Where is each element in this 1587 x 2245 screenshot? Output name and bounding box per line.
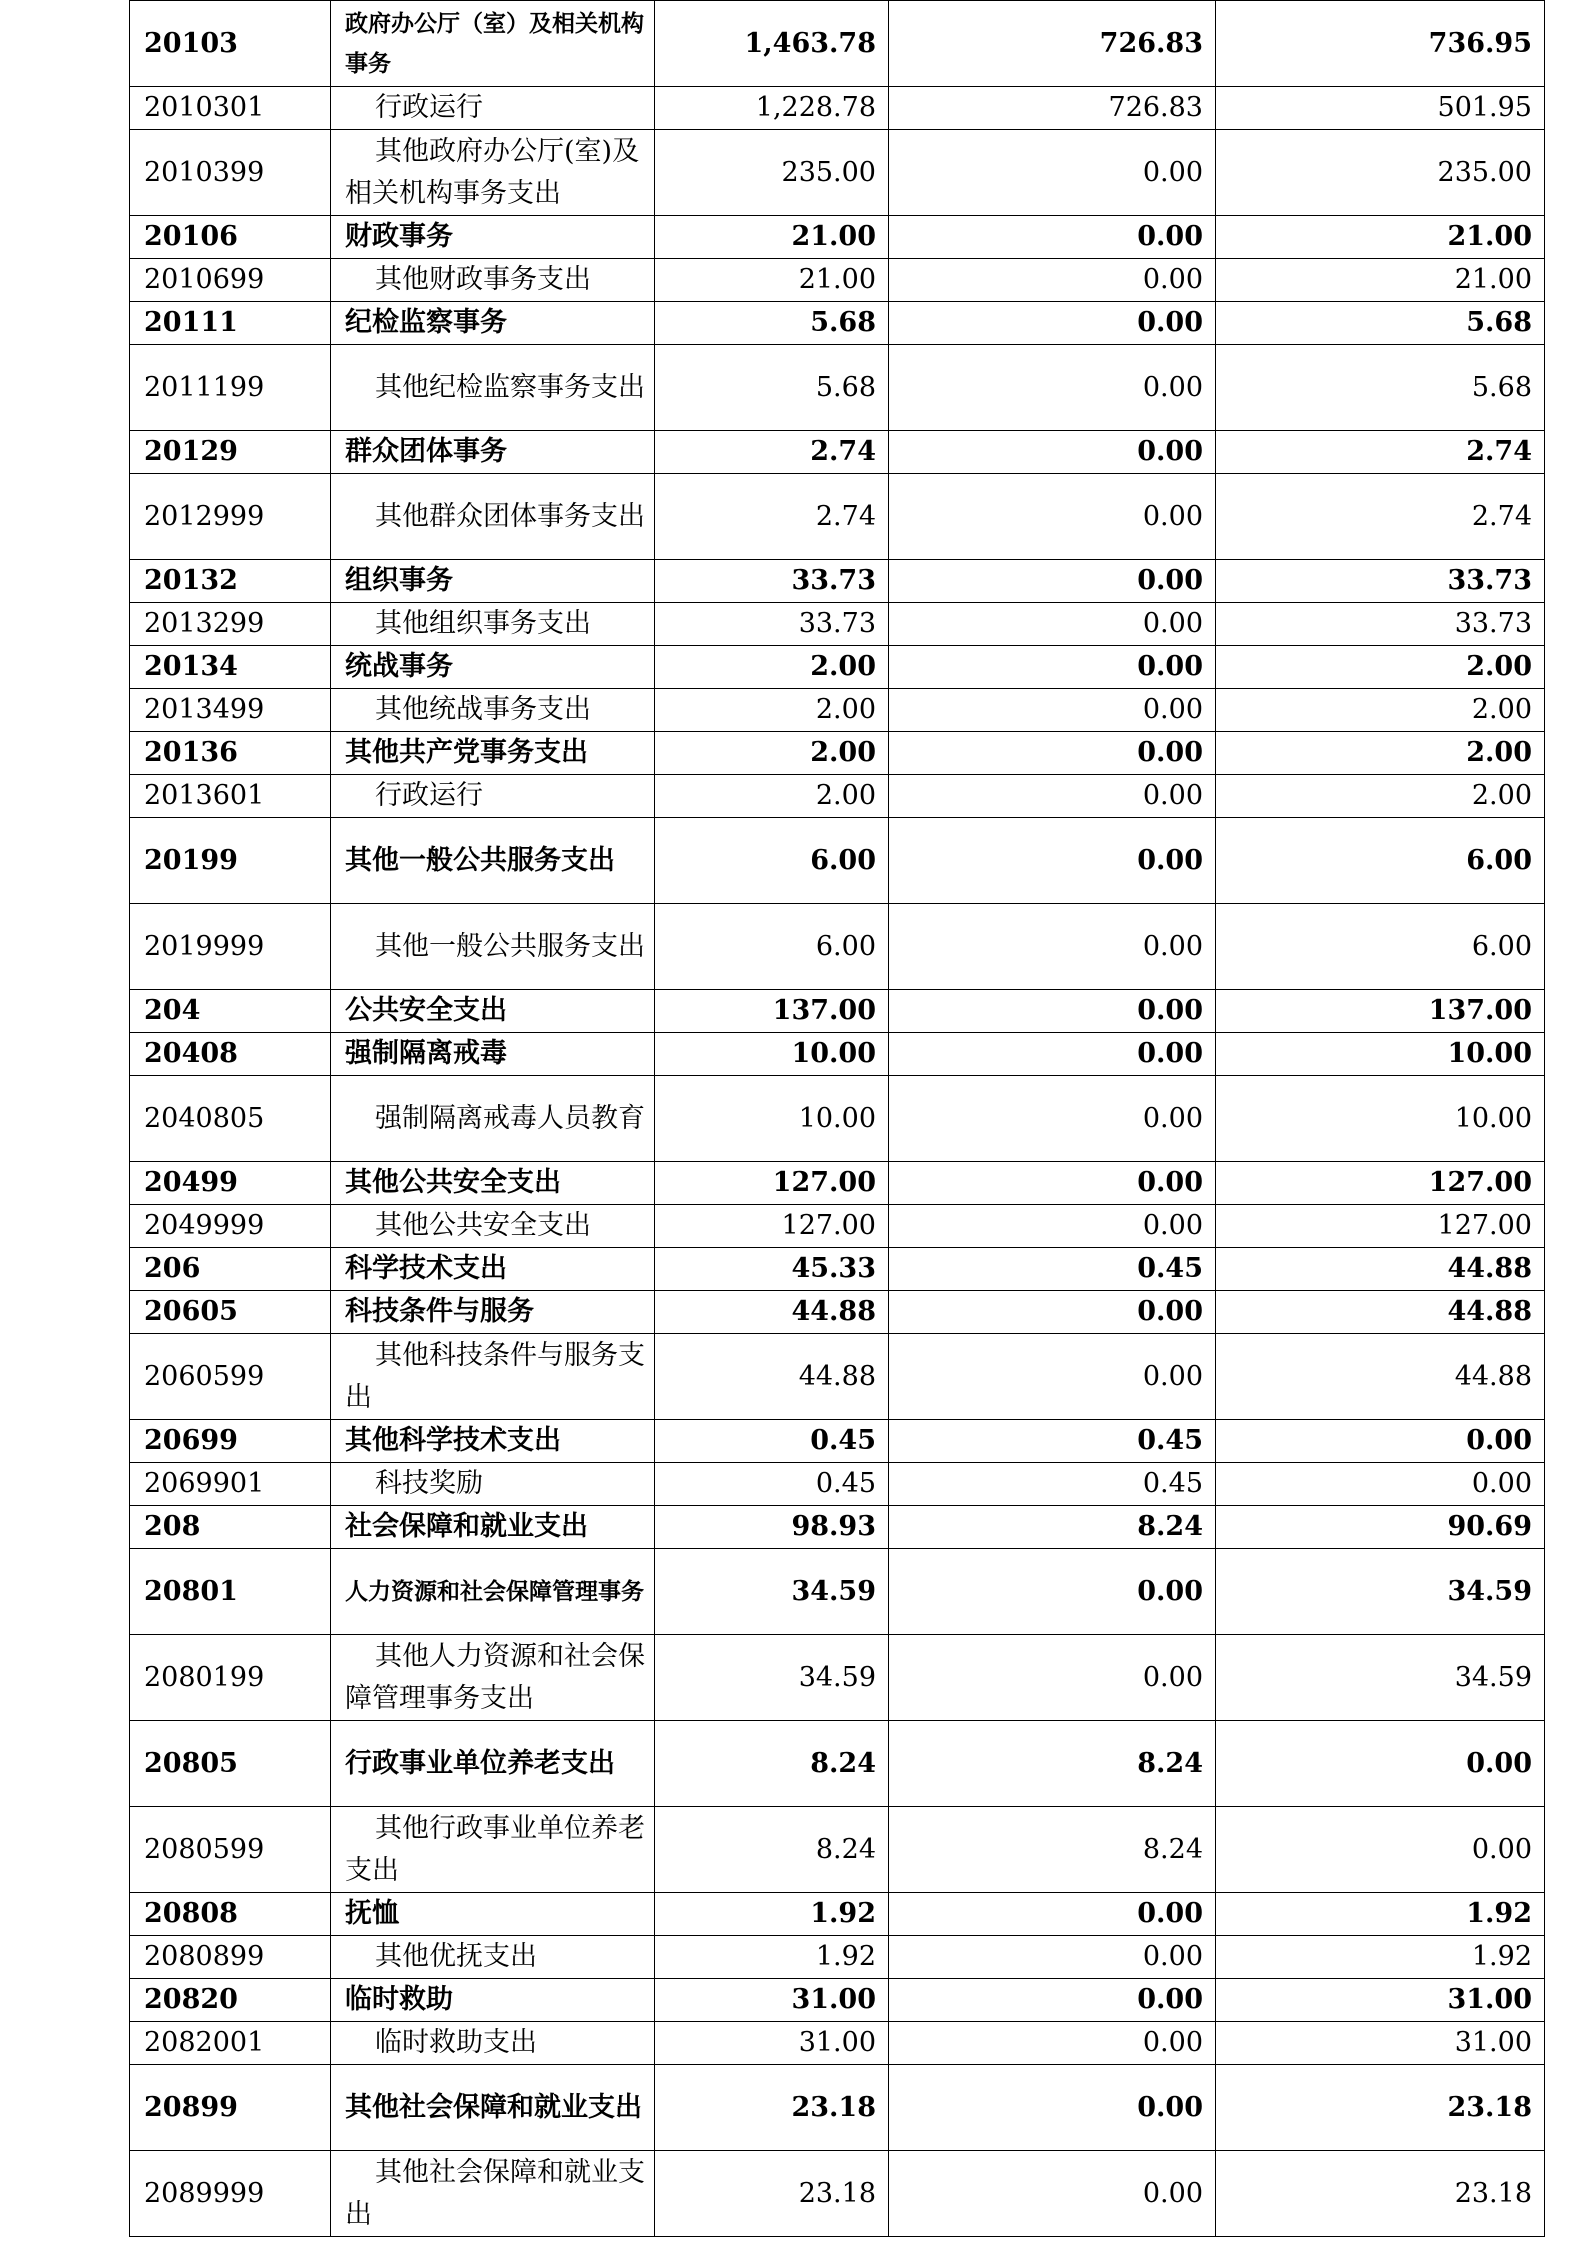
basic-expenditure-cell: 8.24 — [889, 1506, 1216, 1549]
subject-name-cell: 其他社会保障和就业支出 — [331, 2151, 655, 2237]
project-expenditure-cell: 34.59 — [1216, 1549, 1545, 1635]
total-amount-cell: 23.18 — [655, 2065, 889, 2151]
total-amount-cell: 0.45 — [655, 1463, 889, 1506]
basic-expenditure-cell: 0.00 — [889, 1549, 1216, 1635]
basic-expenditure-cell: 8.24 — [889, 1807, 1216, 1893]
project-expenditure-cell: 2.74 — [1216, 474, 1545, 560]
subject-code-cell: 20408 — [130, 1033, 331, 1076]
table-row — [130, 302, 1545, 345]
subject-name-cell: 其他公共安全支出 — [331, 1162, 655, 1205]
subject-name-cell: 公共安全支出 — [331, 990, 655, 1033]
basic-expenditure-cell: 0.00 — [889, 689, 1216, 732]
table-row — [130, 1248, 1545, 1291]
subject-name-cell: 科学技术支出 — [331, 1248, 655, 1291]
basic-expenditure-cell: 0.00 — [889, 1162, 1216, 1205]
subject-name-cell: 其他科学技术支出 — [331, 1420, 655, 1463]
total-amount-cell: 45.33 — [655, 1248, 889, 1291]
basic-expenditure-cell: 0.00 — [889, 1979, 1216, 2022]
subject-name-cell: 其他一般公共服务支出 — [331, 818, 655, 904]
project-expenditure-cell: 21.00 — [1216, 259, 1545, 302]
total-amount-cell: 8.24 — [655, 1721, 889, 1807]
subject-code-cell: 20820 — [130, 1979, 331, 2022]
project-expenditure-cell: 90.69 — [1216, 1506, 1545, 1549]
basic-expenditure-cell: 0.00 — [889, 603, 1216, 646]
table-row — [130, 216, 1545, 259]
table-row — [130, 1807, 1545, 1893]
table-row — [130, 1893, 1545, 1936]
total-amount-cell: 5.68 — [655, 345, 889, 431]
subject-code-cell: 20199 — [130, 818, 331, 904]
table-row — [130, 2151, 1545, 2237]
subject-name-cell: 其他纪检监察事务支出 — [331, 345, 655, 431]
subject-code-cell: 20134 — [130, 646, 331, 689]
project-expenditure-cell: 5.68 — [1216, 302, 1545, 345]
basic-expenditure-cell: 0.00 — [889, 259, 1216, 302]
table-row — [130, 689, 1545, 732]
basic-expenditure-cell: 0.00 — [889, 1291, 1216, 1334]
project-expenditure-cell: 0.00 — [1216, 1807, 1545, 1893]
table-row — [130, 904, 1545, 990]
project-expenditure-cell: 5.68 — [1216, 345, 1545, 431]
table-body — [130, 1, 1545, 2237]
subject-code-cell: 2080199 — [130, 1635, 331, 1721]
basic-expenditure-cell: 0.00 — [889, 2022, 1216, 2065]
basic-expenditure-cell: 0.00 — [889, 732, 1216, 775]
total-amount-cell: 2.00 — [655, 689, 889, 732]
subject-code-cell: 2019999 — [130, 904, 331, 990]
project-expenditure-cell: 1.92 — [1216, 1936, 1545, 1979]
total-amount-cell: 6.00 — [655, 818, 889, 904]
total-amount-cell: 2.00 — [655, 732, 889, 775]
project-expenditure-cell: 736.95 — [1216, 1, 1545, 87]
project-expenditure-cell: 44.88 — [1216, 1248, 1545, 1291]
subject-name-cell: 科技条件与服务 — [331, 1291, 655, 1334]
subject-name-cell: 其他统战事务支出 — [331, 689, 655, 732]
project-expenditure-cell: 2.00 — [1216, 775, 1545, 818]
subject-code-cell: 2011199 — [130, 345, 331, 431]
subject-name-cell: 其他行政事业单位养老支出 — [331, 1807, 655, 1893]
subject-name-cell: 社会保障和就业支出 — [331, 1506, 655, 1549]
table-row — [130, 990, 1545, 1033]
project-expenditure-cell: 0.00 — [1216, 1420, 1545, 1463]
table-row — [130, 1936, 1545, 1979]
total-amount-cell: 98.93 — [655, 1506, 889, 1549]
table-row — [130, 431, 1545, 474]
basic-expenditure-cell: 0.00 — [889, 904, 1216, 990]
subject-name-cell: 其他财政事务支出 — [331, 259, 655, 302]
budget-table-page — [129, 0, 1544, 2237]
subject-code-cell: 2010399 — [130, 130, 331, 216]
subject-name-cell: 其他政府办公厅(室)及相关机构事务支出 — [331, 130, 655, 216]
subject-name-cell: 临时救助 — [331, 1979, 655, 2022]
total-amount-cell: 44.88 — [655, 1291, 889, 1334]
basic-expenditure-cell: 0.00 — [889, 216, 1216, 259]
table-row — [130, 1420, 1545, 1463]
total-amount-cell: 34.59 — [655, 1549, 889, 1635]
total-amount-cell: 2.74 — [655, 474, 889, 560]
total-amount-cell: 127.00 — [655, 1162, 889, 1205]
subject-name-cell: 强制隔离戒毒人员教育 — [331, 1076, 655, 1162]
table-row — [130, 2065, 1545, 2151]
basic-expenditure-cell: 0.00 — [889, 1936, 1216, 1979]
subject-code-cell: 20132 — [130, 560, 331, 603]
total-amount-cell: 44.88 — [655, 1334, 889, 1420]
table-row — [130, 1, 1545, 87]
basic-expenditure-cell: 0.00 — [889, 1076, 1216, 1162]
subject-code-cell: 20699 — [130, 1420, 331, 1463]
total-amount-cell: 2.74 — [655, 431, 889, 474]
total-amount-cell: 10.00 — [655, 1076, 889, 1162]
table-row — [130, 1205, 1545, 1248]
subject-code-cell: 2010301 — [130, 87, 331, 130]
subject-code-cell: 2049999 — [130, 1205, 331, 1248]
basic-expenditure-cell: 0.00 — [889, 1893, 1216, 1936]
subject-code-cell: 2069901 — [130, 1463, 331, 1506]
basic-expenditure-cell: 0.00 — [889, 1205, 1216, 1248]
project-expenditure-cell: 127.00 — [1216, 1162, 1545, 1205]
subject-name-cell: 其他一般公共服务支出 — [331, 904, 655, 990]
table-row — [130, 1979, 1545, 2022]
subject-name-cell: 科技奖励 — [331, 1463, 655, 1506]
total-amount-cell: 2.00 — [655, 775, 889, 818]
subject-code-cell: 2080899 — [130, 1936, 331, 1979]
subject-code-cell: 20605 — [130, 1291, 331, 1334]
project-expenditure-cell: 34.59 — [1216, 1635, 1545, 1721]
project-expenditure-cell: 33.73 — [1216, 603, 1545, 646]
basic-expenditure-cell: 0.00 — [889, 1033, 1216, 1076]
project-expenditure-cell: 0.00 — [1216, 1463, 1545, 1506]
subject-code-cell: 2013601 — [130, 775, 331, 818]
subject-code-cell: 20808 — [130, 1893, 331, 1936]
basic-expenditure-cell: 8.24 — [889, 1721, 1216, 1807]
subject-name-cell: 强制隔离戒毒 — [331, 1033, 655, 1076]
table-row — [130, 818, 1545, 904]
total-amount-cell: 235.00 — [655, 130, 889, 216]
subject-code-cell: 2013299 — [130, 603, 331, 646]
subject-name-cell: 政府办公厅（室）及相关机构事务 — [331, 1, 655, 87]
subject-name-cell: 财政事务 — [331, 216, 655, 259]
subject-name-cell: 行政运行 — [331, 775, 655, 818]
table-row — [130, 560, 1545, 603]
project-expenditure-cell: 31.00 — [1216, 2022, 1545, 2065]
project-expenditure-cell: 33.73 — [1216, 560, 1545, 603]
subject-code-cell: 204 — [130, 990, 331, 1033]
total-amount-cell: 31.00 — [655, 2022, 889, 2065]
total-amount-cell: 127.00 — [655, 1205, 889, 1248]
basic-expenditure-cell: 0.00 — [889, 990, 1216, 1033]
total-amount-cell: 23.18 — [655, 2151, 889, 2237]
project-expenditure-cell: 127.00 — [1216, 1205, 1545, 1248]
subject-code-cell: 2080599 — [130, 1807, 331, 1893]
subject-name-cell: 行政运行 — [331, 87, 655, 130]
expenditure-table — [129, 0, 1545, 2237]
total-amount-cell: 1,228.78 — [655, 87, 889, 130]
total-amount-cell: 1.92 — [655, 1893, 889, 1936]
table-row — [130, 646, 1545, 689]
basic-expenditure-cell: 0.00 — [889, 560, 1216, 603]
basic-expenditure-cell: 726.83 — [889, 87, 1216, 130]
project-expenditure-cell: 10.00 — [1216, 1033, 1545, 1076]
table-row — [130, 732, 1545, 775]
project-expenditure-cell: 6.00 — [1216, 904, 1545, 990]
project-expenditure-cell: 31.00 — [1216, 1979, 1545, 2022]
project-expenditure-cell: 137.00 — [1216, 990, 1545, 1033]
subject-code-cell: 20805 — [130, 1721, 331, 1807]
subject-code-cell: 2012999 — [130, 474, 331, 560]
project-expenditure-cell: 0.00 — [1216, 1721, 1545, 1807]
project-expenditure-cell: 2.00 — [1216, 732, 1545, 775]
basic-expenditure-cell: 0.00 — [889, 2151, 1216, 2237]
basic-expenditure-cell: 0.45 — [889, 1248, 1216, 1291]
project-expenditure-cell: 6.00 — [1216, 818, 1545, 904]
subject-code-cell: 20801 — [130, 1549, 331, 1635]
total-amount-cell: 33.73 — [655, 603, 889, 646]
total-amount-cell: 1,463.78 — [655, 1, 889, 87]
basic-expenditure-cell: 0.00 — [889, 2065, 1216, 2151]
subject-name-cell: 人力资源和社会保障管理事务 — [331, 1549, 655, 1635]
subject-name-cell: 其他组织事务支出 — [331, 603, 655, 646]
subject-code-cell: 2082001 — [130, 2022, 331, 2065]
total-amount-cell: 0.45 — [655, 1420, 889, 1463]
total-amount-cell: 2.00 — [655, 646, 889, 689]
project-expenditure-cell: 501.95 — [1216, 87, 1545, 130]
table-row — [130, 87, 1545, 130]
table-row — [130, 259, 1545, 302]
total-amount-cell: 137.00 — [655, 990, 889, 1033]
subject-code-cell: 206 — [130, 1248, 331, 1291]
table-row — [130, 1076, 1545, 1162]
table-row — [130, 1033, 1545, 1076]
subject-code-cell: 20103 — [130, 1, 331, 87]
subject-code-cell: 2040805 — [130, 1076, 331, 1162]
subject-name-cell: 临时救助支出 — [331, 2022, 655, 2065]
project-expenditure-cell: 2.00 — [1216, 689, 1545, 732]
project-expenditure-cell: 44.88 — [1216, 1291, 1545, 1334]
table-row — [130, 1635, 1545, 1721]
subject-code-cell: 20136 — [130, 732, 331, 775]
subject-code-cell: 2060599 — [130, 1334, 331, 1420]
basic-expenditure-cell: 0.00 — [889, 818, 1216, 904]
table-row — [130, 474, 1545, 560]
subject-name-cell: 抚恤 — [331, 1893, 655, 1936]
basic-expenditure-cell: 0.00 — [889, 302, 1216, 345]
table-row — [130, 1463, 1545, 1506]
basic-expenditure-cell: 0.45 — [889, 1420, 1216, 1463]
subject-code-cell: 20106 — [130, 216, 331, 259]
project-expenditure-cell: 10.00 — [1216, 1076, 1545, 1162]
project-expenditure-cell: 23.18 — [1216, 2065, 1545, 2151]
subject-code-cell: 20111 — [130, 302, 331, 345]
subject-name-cell: 其他共产党事务支出 — [331, 732, 655, 775]
basic-expenditure-cell: 0.00 — [889, 345, 1216, 431]
subject-code-cell: 208 — [130, 1506, 331, 1549]
project-expenditure-cell: 44.88 — [1216, 1334, 1545, 1420]
table-row — [130, 1549, 1545, 1635]
table-row — [130, 603, 1545, 646]
table-row — [130, 775, 1545, 818]
table-row — [130, 345, 1545, 431]
table-row — [130, 2022, 1545, 2065]
subject-name-cell: 其他科技条件与服务支出 — [331, 1334, 655, 1420]
table-row — [130, 1506, 1545, 1549]
project-expenditure-cell: 21.00 — [1216, 216, 1545, 259]
subject-code-cell: 2013499 — [130, 689, 331, 732]
total-amount-cell: 6.00 — [655, 904, 889, 990]
subject-name-cell: 其他社会保障和就业支出 — [331, 2065, 655, 2151]
subject-code-cell: 2089999 — [130, 2151, 331, 2237]
subject-name-cell: 行政事业单位养老支出 — [331, 1721, 655, 1807]
subject-name-cell: 统战事务 — [331, 646, 655, 689]
subject-code-cell: 2010699 — [130, 259, 331, 302]
table-row — [130, 1162, 1545, 1205]
table-row — [130, 1721, 1545, 1807]
subject-name-cell: 组织事务 — [331, 560, 655, 603]
total-amount-cell: 10.00 — [655, 1033, 889, 1076]
total-amount-cell: 21.00 — [655, 259, 889, 302]
basic-expenditure-cell: 0.45 — [889, 1463, 1216, 1506]
total-amount-cell: 33.73 — [655, 560, 889, 603]
basic-expenditure-cell: 0.00 — [889, 130, 1216, 216]
basic-expenditure-cell: 0.00 — [889, 646, 1216, 689]
subject-code-cell: 20129 — [130, 431, 331, 474]
total-amount-cell: 5.68 — [655, 302, 889, 345]
basic-expenditure-cell: 0.00 — [889, 474, 1216, 560]
project-expenditure-cell: 2.74 — [1216, 431, 1545, 474]
subject-name-cell: 群众团体事务 — [331, 431, 655, 474]
basic-expenditure-cell: 726.83 — [889, 1, 1216, 87]
basic-expenditure-cell: 0.00 — [889, 1334, 1216, 1420]
total-amount-cell: 31.00 — [655, 1979, 889, 2022]
total-amount-cell: 34.59 — [655, 1635, 889, 1721]
basic-expenditure-cell: 0.00 — [889, 431, 1216, 474]
basic-expenditure-cell: 0.00 — [889, 1635, 1216, 1721]
subject-name-cell: 其他群众团体事务支出 — [331, 474, 655, 560]
subject-name-cell: 其他公共安全支出 — [331, 1205, 655, 1248]
subject-code-cell: 20899 — [130, 2065, 331, 2151]
total-amount-cell: 1.92 — [655, 1936, 889, 1979]
subject-name-cell: 纪检监察事务 — [331, 302, 655, 345]
project-expenditure-cell: 235.00 — [1216, 130, 1545, 216]
project-expenditure-cell: 1.92 — [1216, 1893, 1545, 1936]
subject-name-cell: 其他优抚支出 — [331, 1936, 655, 1979]
basic-expenditure-cell: 0.00 — [889, 775, 1216, 818]
total-amount-cell: 8.24 — [655, 1807, 889, 1893]
table-row — [130, 1291, 1545, 1334]
total-amount-cell: 21.00 — [655, 216, 889, 259]
project-expenditure-cell: 2.00 — [1216, 646, 1545, 689]
table-row — [130, 1334, 1545, 1420]
subject-code-cell: 20499 — [130, 1162, 331, 1205]
table-row — [130, 130, 1545, 216]
project-expenditure-cell: 23.18 — [1216, 2151, 1545, 2237]
subject-name-cell: 其他人力资源和社会保障管理事务支出 — [331, 1635, 655, 1721]
